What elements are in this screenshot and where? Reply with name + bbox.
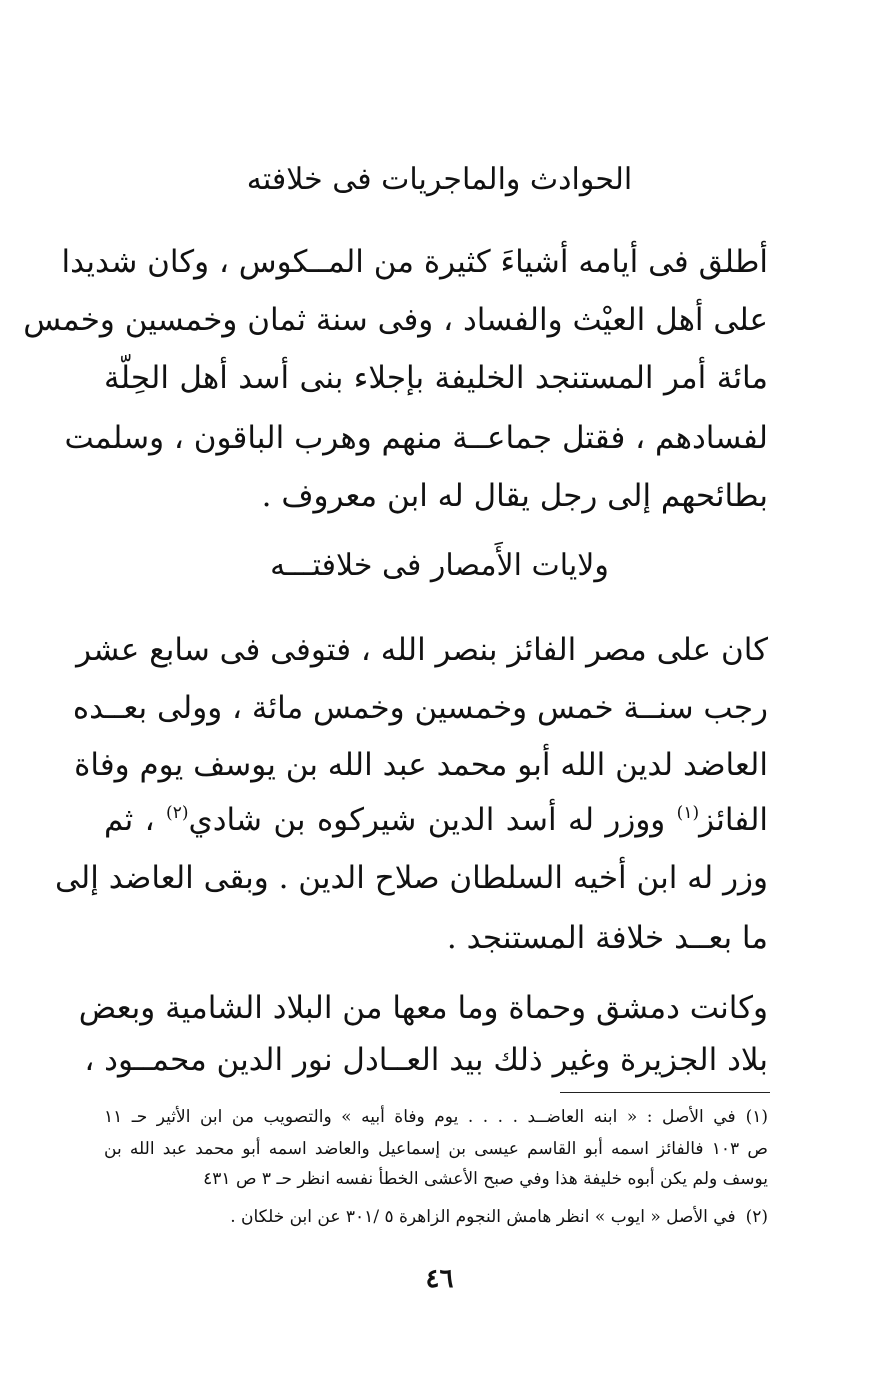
- page-number: ٤٦: [425, 1264, 454, 1294]
- body-line: على أهل العيْث والفساد ، وفى سنة ثمان وخمسين وخمس: [23, 302, 768, 338]
- footnote-reference: (٢): [166, 803, 189, 823]
- body-line: وزر له ابن أخيه السلطان صلاح الدين . وبقى العاضد إلى: [54, 860, 768, 896]
- body-line: كان على مصر الفائز بنصر الله ، فتوفى فى سابع عشر: [76, 632, 768, 668]
- body-text-fragment: ، ثم: [104, 802, 155, 838]
- footnote-separator: [560, 1092, 770, 1093]
- body-line: مائة أمر المستنجد الخليفة بإجلاء بنى أسد أهل الحِلّة: [104, 360, 768, 396]
- body-line: وكانت دمشق وحماة وما معها من البلاد الشامية وبعض: [78, 990, 768, 1026]
- footnote-text: في الأصل : « ابنه العاضــد . . . . يوم وفاة أبيه » والتصويب من ابن الأثير حـ ١١: [104, 1107, 736, 1127]
- body-line: بلاد الجزيرة وغير ذلك بيد العــادل نور الدين محمــود ،: [84, 1042, 768, 1078]
- body-text-fragment: ووزر له أسد الدين شيركوه بن شادي: [188, 802, 666, 838]
- footnote-line: [104, 1104, 768, 1130]
- body-line-with-footnote-refs: [104, 800, 768, 840]
- body-text-fragment: الفائز: [699, 802, 769, 838]
- body-line: العاضد لدين الله أبو محمد عبد الله بن يوسف يوم وفاة: [74, 747, 768, 783]
- footnote-line: ص ١٠٣ فالفائز اسمه أبو القاسم عيسى بن إسماعيل والعاضد اسمه أبو محمد عبد الله بن: [104, 1139, 768, 1159]
- body-line: رجب سنــة خمس وخمسين وخمس مائة ، وولى بعــده: [72, 690, 768, 726]
- footnote-number: (١): [745, 1107, 768, 1127]
- footnote-number: (٢): [745, 1207, 768, 1227]
- body-line: بطائحهم إلى رجل يقال له ابن معروف .: [261, 478, 768, 514]
- body-line: لفسادهم ، فقتل جماعــة منهم وهرب الباقون ، وسلمت: [64, 420, 768, 456]
- footnote-line: يوسف ولم يكن أبوه خليفة هذا وفي صبح الأعشى الخطأ نفسه انظر حـ ٣ ص ٤٣١: [203, 1169, 768, 1189]
- footnote-line: [104, 1204, 768, 1230]
- body-line: أطلق فى أيامه أشياءَ كثيرة من المــكوس ، وكان شديدا: [61, 244, 768, 280]
- body-line: ما بعــد خلافة المستنجد .: [446, 920, 768, 956]
- section-heading-provinces: ولايات الأَمصار فى خلافتـــه: [270, 548, 609, 583]
- section-heading-events: الحوادث والماجريات فى خلافته: [246, 162, 633, 197]
- footnote-text: في الأصل « ايوب » انظر هامش النجوم الزاهرة ٥ /٣٠١ عن ابن خلكان .: [230, 1207, 736, 1227]
- footnote-reference: (١): [676, 803, 700, 823]
